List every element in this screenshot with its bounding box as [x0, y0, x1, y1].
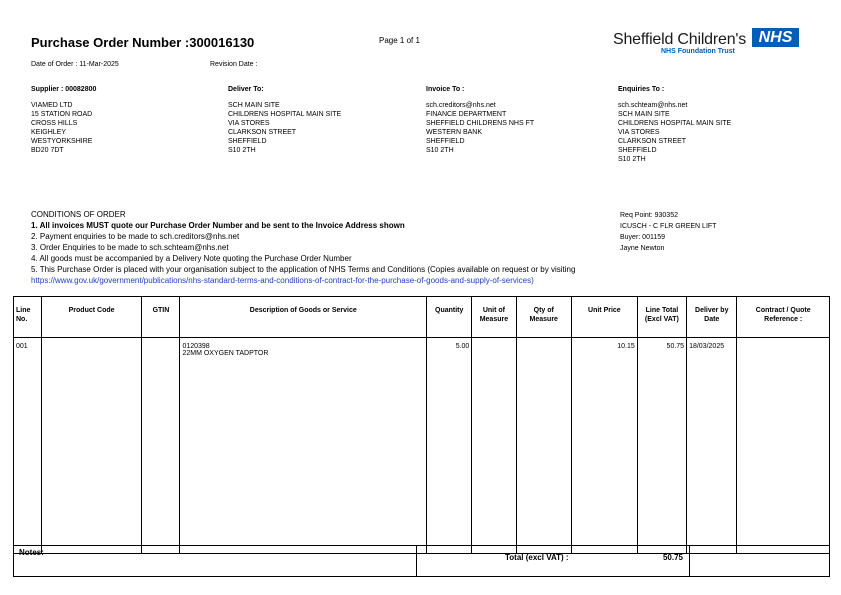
- enquiries-line: VIA STORES: [618, 129, 660, 136]
- total-label: Total (excl VAT) :: [505, 553, 569, 562]
- col-header: Deliver by Date: [687, 297, 737, 338]
- enquiries-line: SHEFFIELD: [618, 147, 657, 154]
- notes-label: Notes:: [19, 548, 44, 557]
- col-header: Description of Goods or Service: [180, 297, 427, 338]
- supplier-line: 15 STATION ROAD: [31, 111, 93, 118]
- deliver-line: CLARKSON STREET: [228, 129, 297, 136]
- conditions-block: [31, 209, 575, 286]
- invoice-block: [426, 85, 534, 155]
- enquiries-line: sch.schteam@nhs.net: [618, 102, 688, 109]
- invoice-label: Invoice To :: [426, 86, 465, 93]
- col-header: Line No.: [14, 297, 42, 338]
- col-header: Product Code: [41, 297, 142, 338]
- supplier-line: KEIGHLEY: [31, 129, 67, 136]
- cell-description: [180, 338, 427, 554]
- buyer-name: Jayne Newton: [620, 245, 665, 252]
- enquiries-line: SCH MAIN SITE: [618, 111, 670, 118]
- page-indicator: Page 1 of 1: [379, 36, 420, 45]
- supplier-line: BD20 7DT: [31, 147, 64, 154]
- col-header: GTIN: [142, 297, 180, 338]
- table-header-row: [14, 297, 830, 338]
- cell-product-code: [41, 338, 142, 554]
- cell-deliver-by: 18/03/2025: [687, 338, 737, 554]
- logo-name: Sheffield Children's: [613, 31, 747, 48]
- supplier-line: CROSS HILLS: [31, 120, 78, 127]
- condition-item: 2. Payment enquiries to be made to sch.creditors@nhs.net: [31, 232, 240, 241]
- deliver-label: Deliver To:: [228, 86, 264, 93]
- cell-contract-ref: [737, 338, 830, 554]
- condition-item: 5. This Purchase Order is placed with your organisation subject to the application of NHS Terms and Conditions (Copies available on request or by visiting: [31, 265, 576, 274]
- deliver-line: SHEFFIELD: [228, 138, 267, 145]
- description-text: 22MM OXYGEN TADPTOR: [182, 350, 269, 357]
- condition-item: 1. All invoices MUST quote our Purchase Order Number and be sent to the Invoice Address shown: [31, 221, 405, 230]
- invoice-line: S10 2TH: [426, 147, 454, 154]
- cell-quantity: 5.00: [427, 338, 472, 554]
- invoice-line: SHEFFIELD: [426, 138, 465, 145]
- req-block: [620, 210, 716, 254]
- cell-uom: [472, 338, 516, 554]
- deliver-line: VIA STORES: [228, 120, 270, 127]
- deliver-line: S10 2TH: [228, 147, 256, 154]
- col-header: Unit of Measure: [472, 297, 516, 338]
- req-point: Req Point: 930352: [620, 212, 678, 219]
- col-header: Unit Price: [571, 297, 637, 338]
- description-code: 0120398: [182, 343, 210, 350]
- total-value: 50.75: [662, 553, 683, 562]
- col-header: Quantity: [427, 297, 472, 338]
- buyer-code: Buyer: 001159: [620, 234, 666, 241]
- col-header: Line Total (Excl VAT): [637, 297, 686, 338]
- deliver-line: CHILDRENS HOSPITAL MAIN SITE: [228, 111, 342, 118]
- cell-gtin: [142, 338, 180, 554]
- deliver-block: [228, 85, 341, 155]
- conditions-heading: CONDITIONS OF ORDER: [31, 210, 126, 219]
- total-blank-box: [689, 545, 830, 577]
- revision-date: Revision Date :: [210, 61, 258, 68]
- table-row: [14, 338, 830, 554]
- supplier-line: WESTYORKSHIRE: [31, 138, 93, 145]
- supplier-block: [31, 85, 96, 155]
- col-header: Contract / Quote Reference :: [737, 297, 830, 338]
- deliver-line: SCH MAIN SITE: [228, 102, 280, 109]
- supplier-line: VIAMED LTD: [31, 102, 73, 109]
- page-title: Purchase Order Number :300016130: [31, 35, 255, 50]
- req-location: ICUSCH - C FLR GREEN LIFT: [620, 223, 717, 230]
- condition-item: 3. Order Enquiries to be made to sch.schteam@nhs.net: [31, 243, 229, 252]
- invoice-line: FINANCE DEPARTMENT: [426, 111, 507, 118]
- date-of-order: Date of Order : 11-Mar-2025: [31, 61, 119, 68]
- supplier-label: Supplier : 00082800: [31, 86, 97, 93]
- enquiries-line: CHILDRENS HOSPITAL MAIN SITE: [618, 120, 732, 127]
- cell-unit-price: 10.15: [571, 338, 637, 554]
- nhs-logo-badge: NHS: [752, 28, 799, 47]
- enquiries-block: [618, 85, 731, 164]
- enquiries-line: CLARKSON STREET: [618, 138, 687, 145]
- order-table: [13, 296, 830, 554]
- cell-line-total: 50.75: [637, 338, 686, 554]
- cell-qty-measure: [516, 338, 571, 554]
- invoice-line: sch.creditors@nhs.net: [426, 102, 496, 109]
- invoice-line: WESTERN BANK: [426, 129, 483, 136]
- enquiries-line: S10 2TH: [618, 156, 646, 163]
- enquiries-label: Enquiries To :: [618, 86, 665, 93]
- cell-line: 001: [14, 338, 42, 554]
- total-box: [416, 545, 690, 577]
- condition-item: 4. All goods must be accompanied by a Delivery Note quoting the Purchase Order Number: [31, 254, 352, 263]
- col-header: Qty of Measure: [516, 297, 571, 338]
- logo-trust: NHS Foundation Trust: [661, 48, 735, 55]
- invoice-line: SHEFFIELD CHILDRENS NHS FT: [426, 120, 535, 127]
- notes-box: [13, 545, 417, 577]
- terms-link[interactable]: https://www.gov.uk/government/publications/nhs-standard-terms-and-conditions-of-contract-for-the-purchase-of-goods-and-supply-of-services): [31, 276, 534, 285]
